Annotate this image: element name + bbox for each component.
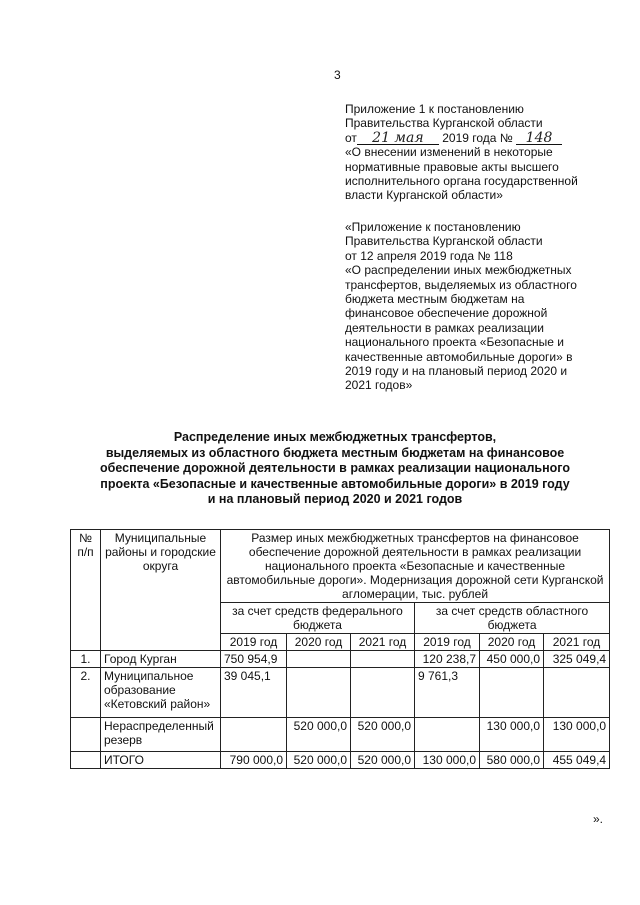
header-regional: за счет средств областного бюджета — [415, 603, 610, 634]
header-federal: за счет средств федерального бюджета — [221, 603, 415, 634]
appendix-1-line6: исполнительного органа государственной — [345, 174, 578, 189]
page-number: 3 — [334, 68, 341, 82]
row-value: 520 000,0 — [287, 752, 351, 769]
handwritten-number: 148 — [516, 132, 562, 145]
header-year: 2021 год — [544, 634, 610, 651]
header-year: 2019 год — [415, 634, 480, 651]
appendix-2-line: национального проекта «Безопасные и — [345, 335, 564, 350]
header-year: 2021 год — [351, 634, 415, 651]
appendix-2-line: «О распределении иных межбюджетных — [345, 263, 572, 278]
appendix-2-line: 2021 годов» — [345, 378, 413, 393]
appendix-2-line: Правительства Курганской области — [345, 234, 543, 249]
row-value — [287, 668, 351, 718]
row-value: 520 000,0 — [351, 718, 415, 752]
header-year: 2020 год — [287, 634, 351, 651]
appendix-2-header — [345, 220, 615, 393]
row-num — [71, 718, 101, 752]
row-name: Город Курган — [101, 651, 221, 668]
appendix-1-date-line — [345, 131, 615, 145]
table-row — [71, 668, 610, 718]
row-value — [221, 718, 287, 752]
row-value: 130 000,0 — [480, 718, 544, 752]
handwritten-date: 21 мая — [357, 132, 439, 145]
row-name: ИТОГО — [101, 752, 221, 769]
header-year: 2019 год — [221, 634, 287, 651]
row-value: 39 045,1 — [221, 668, 287, 718]
header-size: Размер иных межбюджетных трансфертов на финансовое обеспечение дорожной деятельности в рамках реализации национального проекта «Безопасные и качественные автомобильные дороги». Модернизация дорожной сети Курганской агломерации, тыс. рублей — [221, 530, 610, 603]
row-value — [415, 718, 480, 752]
appendix-1-line2: Правительства Курганской области — [345, 116, 543, 131]
header-municipality: Муниципальные районы и городские округа — [101, 530, 221, 651]
appendix-2-line: от 12 апреля 2019 года № 118 — [345, 248, 513, 263]
row-value: 120 238,7 — [415, 651, 480, 668]
table-row — [71, 718, 610, 752]
appendix-2-line: «Приложение к постановлению — [345, 220, 521, 234]
distribution-table — [70, 529, 610, 769]
row-value — [287, 651, 351, 668]
title-line: выделяемых из областного бюджета местным бюджетам на финансовое — [105, 445, 565, 460]
appendix-1-line5: нормативные правовые акты высшего — [345, 159, 559, 174]
header-num: № п/п — [71, 530, 101, 651]
appendix-1-header — [345, 102, 615, 203]
row-value: 130 000,0 — [544, 718, 610, 752]
appendix-1-line4: «О внесении изменений в некоторые — [345, 145, 553, 160]
appendix-1-line7: власти Курганской области» — [345, 188, 503, 203]
row-value — [480, 668, 544, 718]
row-value — [544, 668, 610, 718]
title-line: проекта «Безопасные и качественные автомобильные дороги» в 2019 году — [100, 476, 570, 491]
header-year: 2020 год — [480, 634, 544, 651]
row-value: 790 000,0 — [221, 752, 287, 769]
row-value: 520 000,0 — [287, 718, 351, 752]
table-row-total — [71, 752, 610, 769]
row-value: 130 000,0 — [415, 752, 480, 769]
row-value: 520 000,0 — [351, 752, 415, 769]
row-value: 9 761,3 — [415, 668, 480, 718]
row-value — [351, 668, 415, 718]
date-year: 2019 года № — [442, 130, 513, 145]
row-num — [71, 752, 101, 769]
appendix-2-line: 2019 году и на плановый период 2020 и — [345, 364, 568, 379]
table-row — [71, 651, 610, 668]
date-prefix: от — [345, 130, 357, 145]
row-value — [351, 651, 415, 668]
appendix-2-line: деятельности в рамках реализации — [345, 320, 544, 335]
row-value: 580 000,0 — [480, 752, 544, 769]
row-name: Нераспределенный резерв — [101, 718, 221, 752]
row-value: 455 049,4 — [544, 752, 610, 769]
title-line: и на плановый период 2020 и 2021 годов — [207, 492, 463, 506]
row-value: 450 000,0 — [480, 651, 544, 668]
title-line: Распределение иных межбюджетных трансфертов, — [173, 430, 497, 444]
document-title — [70, 430, 600, 508]
appendix-1-line1: Приложение 1 к постановлению — [345, 102, 524, 116]
table-header-row — [71, 530, 610, 603]
row-value: 750 954,9 — [221, 651, 287, 668]
row-num: 2. — [71, 668, 101, 718]
appendix-2-line: бюджета местным бюджетам на — [345, 292, 525, 307]
closing-quote: ». — [593, 812, 604, 826]
row-num: 1. — [71, 651, 101, 668]
row-name: Муниципальное образование «Кетовский район» — [101, 668, 221, 718]
appendix-2-line: трансфертов, выделяемых из областного — [345, 277, 577, 292]
appendix-2-line: финансовое обеспечение дорожной — [345, 306, 548, 321]
title-line: обеспечение дорожной деятельности в рамках реализации национального — [100, 461, 570, 475]
row-value: 325 049,4 — [544, 651, 610, 668]
appendix-2-line: качественные автомобильные дороги» в — [345, 349, 573, 364]
